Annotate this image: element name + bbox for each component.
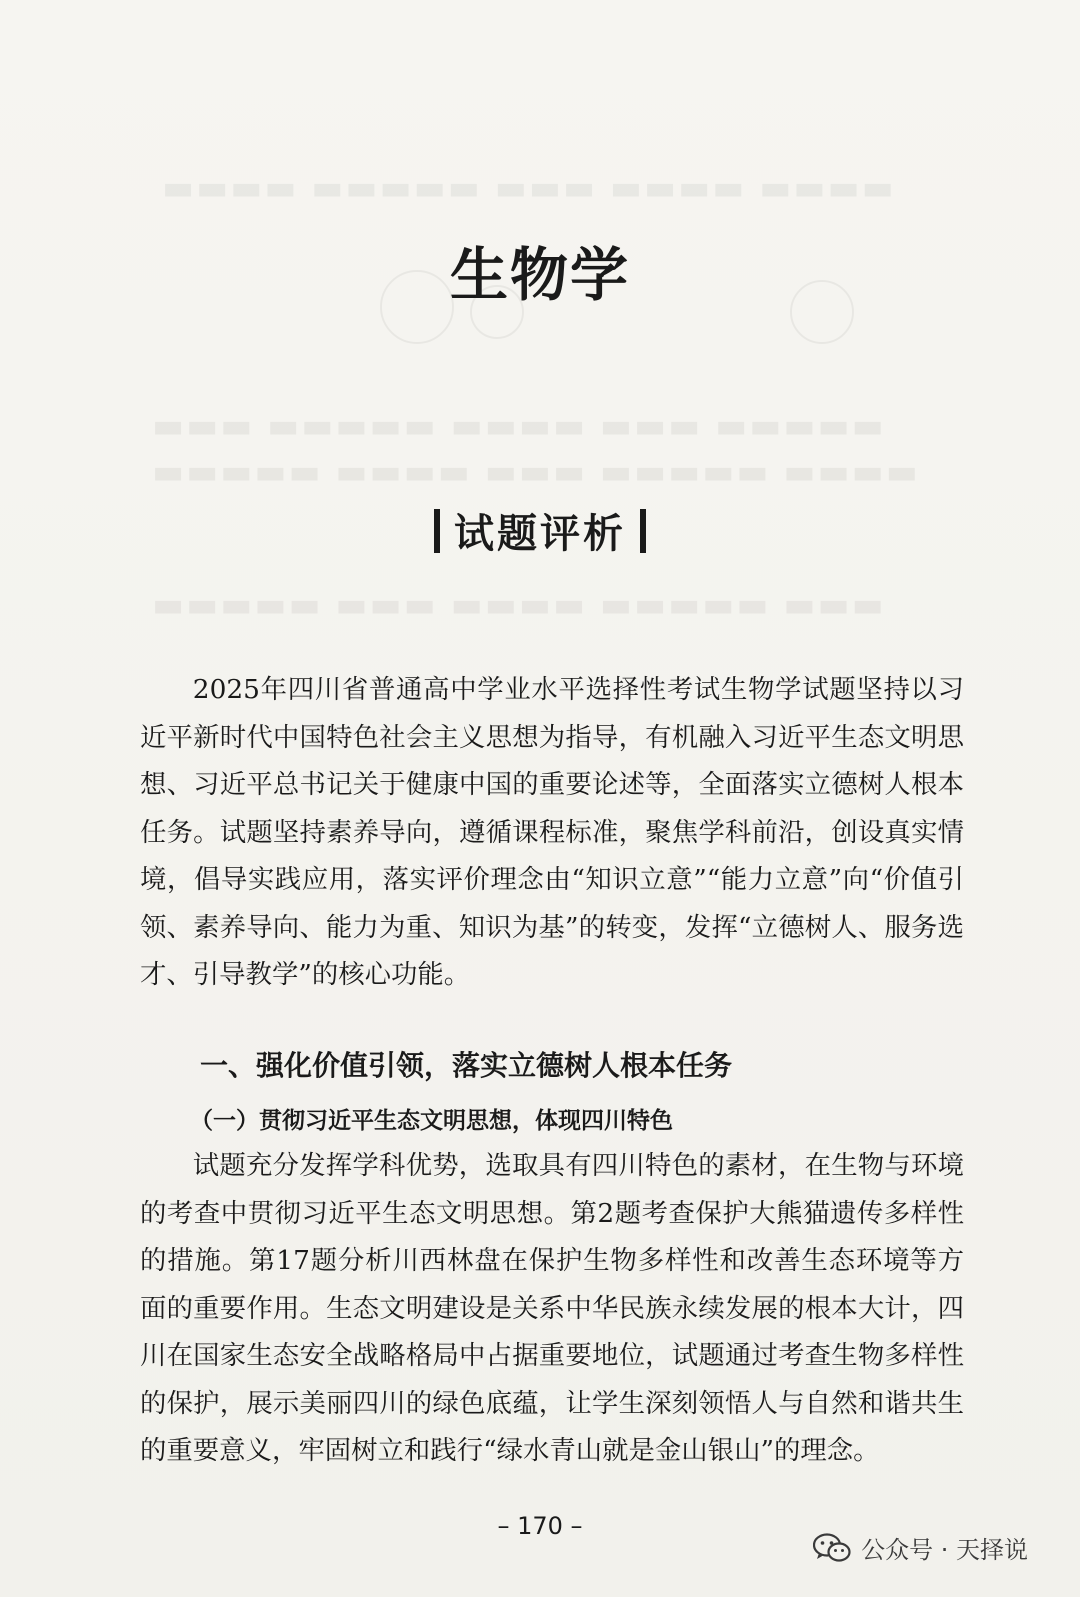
heading-bar-right (640, 509, 646, 553)
show-through-artifact: ▬▬▬▬▬ ▬▬▬ ▬▬▬▬ ▬▬▬▬▬ ▬▬▬ (150, 406, 884, 446)
section-heading-text: 试题评析 (454, 511, 626, 557)
section-heading-box (0, 502, 1080, 559)
intro-paragraph: 2025年四川省普通高中学业水平选择性考试生物学试题坚持以习近平新时代中国特色社会主义思想为指导，有机融入习近平生态文明思想、习近平总书记关于健康中国的重要论述等，全面落实立德树人根本任务。试题坚持素养导向，遵循课程标准，聚焦学科前沿，创设真实情境，倡导实践应用，落实评价理念由“知识立意”“能力立意”向“价值引领、素养导向、能力为重、知识为基”的转变，发挥“立德树人、服务选才、引导教学”的核心功能。 (140, 674, 964, 990)
heading-level1: 一、强化价值引领，落实立德树人根本任务 (200, 1049, 733, 1082)
page-title: 生物学 (449, 241, 630, 309)
page-number: – 170 – (497, 1512, 583, 1540)
show-through-artifact: ▬▬▬▬ ▬▬▬▬ ▬▬▬ ▬▬▬▬▬ ▬▬▬▬ (160, 168, 894, 208)
wechat-icon (813, 1533, 851, 1563)
heading-bar-left (434, 509, 440, 553)
section-heading (420, 502, 660, 559)
watermark-text: 公众号 · 天择说 (861, 1536, 1028, 1564)
heading-level2: （一）贯彻习近平生态文明思想，体现四川特色 (190, 1108, 673, 1134)
watermark (813, 1530, 1028, 1565)
show-through-artifact: ▬▬▬ ▬▬▬▬▬ ▬▬▬▬ ▬▬▬ ▬▬▬▬▬ (150, 585, 884, 625)
body-paragraph: 试题充分发挥学科优势，选取具有四川特色的素材，在生物与环境的考查中贯彻习近平生态文明思想。第2题考查保护大熊猫遗传多样性的措施。第17题分析川西林盘在保护生物多样性和改善生态环境等方面的重要作用。生态文明建设是关系中华民族永续发展的根本大计，四川在国家生态安全战略格局中占据重要地位，试题通过考查生物多样性的保护，展示美丽四川的绿色底蕴，让学生深刻领悟人与自然和谐共生的重要意义，牢固树立和践行“绿水青山就是金山银山”的理念。 (140, 1150, 964, 1466)
show-through-artifact: ▬▬▬▬ ▬▬▬▬▬ ▬▬▬ ▬▬▬▬ ▬▬▬▬▬ (150, 452, 918, 492)
